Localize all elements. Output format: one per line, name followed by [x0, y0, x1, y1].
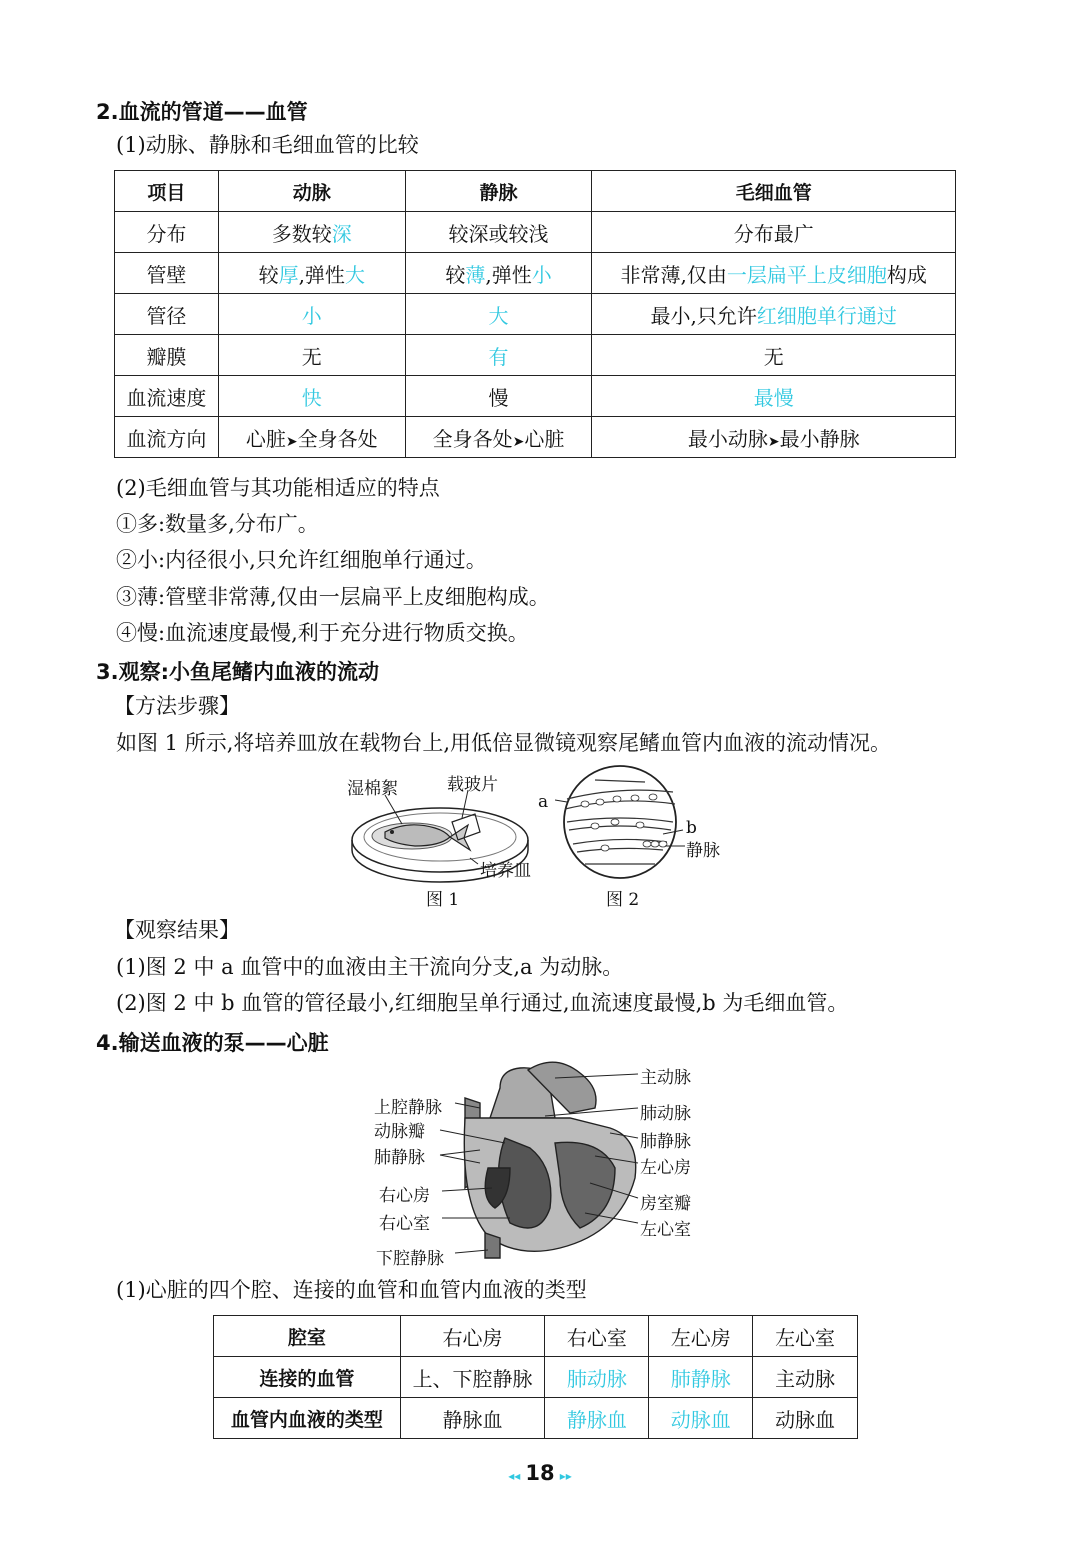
vein-cell [405, 335, 592, 376]
point-item: ②小:内径很小,只允许红细胞单行通过。 [116, 548, 487, 572]
cell-text: ,弹性 [485, 262, 532, 287]
cell-text: 大 [488, 303, 509, 328]
cell-text: 薄 [465, 262, 486, 287]
arrow-icon: ➤ [512, 433, 525, 450]
table-row [115, 253, 956, 294]
vessel-comparison-table [114, 170, 956, 458]
row-label: 瓣膜 [115, 335, 219, 376]
artery-cell [218, 376, 405, 417]
table-header-row [115, 171, 956, 212]
cell-text: 最小静脉 [779, 426, 860, 451]
cell-text: ,弹性 [298, 262, 345, 287]
cell-text: 多数较 [271, 221, 332, 246]
point-item: ④慢:血流速度最慢,利于充分进行物质交换。 [116, 621, 529, 645]
page-number: 18 [525, 1461, 555, 1485]
heart-label-left: 下腔静脉 [376, 1249, 444, 1269]
table-header: 左心房 [649, 1316, 753, 1357]
section3-title: 3.观察:小鱼尾鳍内血液的流动 [96, 660, 379, 684]
table-header: 左心室 [753, 1316, 858, 1357]
label-slide: 载玻片 [447, 775, 498, 795]
cell-text: 慢 [488, 385, 509, 410]
table-header: 动脉 [218, 171, 405, 212]
capillary-cell [592, 376, 956, 417]
cell-text: 较 [445, 262, 466, 287]
heart-label-left: 上腔静脉 [374, 1098, 442, 1118]
table-cell: 动脉血 [649, 1398, 753, 1439]
table-row [115, 294, 956, 335]
cell-text: 心脏 [524, 426, 565, 451]
table-cell: 主动脉 [753, 1357, 858, 1398]
table-row [115, 376, 956, 417]
cell-text: 较 [258, 262, 279, 287]
table-row [214, 1398, 858, 1439]
table-header: 右心室 [545, 1316, 649, 1357]
cell-text: 分布最广 [733, 221, 814, 246]
row-label: 管径 [115, 294, 219, 335]
cell-text: 有 [488, 344, 509, 369]
row-label: 血流方向 [115, 417, 219, 458]
chevron-right-icon: ▸▸ [559, 1469, 572, 1483]
table-header: 右心房 [400, 1316, 545, 1357]
figure2-diagram [555, 764, 685, 884]
table-cell: 静脉血 [545, 1398, 649, 1439]
cell-text: 厚 [278, 262, 299, 287]
result-item: (2)图 2 中 b 血管的管径最小,红细胞呈单行通过,血流速度最慢,b 为毛细血管。 [116, 991, 849, 1015]
section4-title: 4.输送血液的泵——心脏 [96, 1031, 329, 1055]
cell-text: 非常薄,仅由 [620, 262, 727, 287]
label-a: a [538, 792, 549, 812]
table-header: 腔室 [214, 1316, 401, 1357]
heart-label-right: 主动脉 [640, 1068, 691, 1088]
cell-text: 深 [331, 221, 352, 246]
cell-text: 小 [301, 303, 322, 328]
cell-text: 全身各处 [432, 426, 513, 451]
heart-label-left: 肺静脉 [374, 1148, 425, 1168]
row-label: 管壁 [115, 253, 219, 294]
point-item: ①多:数量多,分布广。 [116, 512, 319, 536]
vein-cell [405, 253, 592, 294]
method-text: 如图 1 所示,将培养皿放在载物台上,用低倍显微镜观察尾鳍血管内血液的流动情况。 [116, 731, 892, 755]
artery-cell [218, 417, 405, 458]
capillary-cell [592, 417, 956, 458]
cell-text: 大 [344, 262, 365, 287]
section2-title: 2.血流的管道——血管 [96, 100, 308, 124]
table-row [115, 212, 956, 253]
label-vein: 静脉 [686, 841, 720, 861]
vein-cell [405, 212, 592, 253]
cell-text: 快 [301, 385, 322, 410]
table-row [115, 335, 956, 376]
row-label: 分布 [115, 212, 219, 253]
label-petri-dish: 培养皿 [480, 861, 531, 881]
cell-text: 全身各处 [297, 426, 378, 451]
method-heading: 【方法步骤】 [114, 694, 240, 718]
figure1-caption: 图 1 [426, 890, 460, 910]
heart-label-right: 房室瓣 [640, 1194, 691, 1214]
artery-cell [218, 212, 405, 253]
table-header-row [214, 1316, 858, 1357]
heart-label-left: 右心房 [379, 1186, 430, 1206]
cell-text: 较深或较浅 [448, 221, 549, 246]
page-footer [480, 1461, 600, 1485]
vein-cell [405, 376, 592, 417]
heart-label-left: 右心室 [379, 1214, 430, 1234]
table-header: 毛细血管 [592, 171, 956, 212]
table-cell: 肺静脉 [649, 1357, 753, 1398]
capillary-cell [592, 294, 956, 335]
table-cell: 上、下腔静脉 [400, 1357, 545, 1398]
chevron-left-icon: ◂◂ [508, 1469, 521, 1483]
capillary-cell [592, 212, 956, 253]
table-row [115, 417, 956, 458]
table-cell: 肺动脉 [545, 1357, 649, 1398]
cell-text: 最小,只允许 [650, 303, 757, 328]
heart-label-right: 肺静脉 [640, 1132, 691, 1152]
section2-sub2: (2)毛细血管与其功能相适应的特点 [116, 476, 440, 500]
table-header: 静脉 [405, 171, 592, 212]
table-cell: 静脉血 [400, 1398, 545, 1439]
point-item: ③薄:管壁非常薄,仅由一层扁平上皮细胞构成。 [116, 585, 550, 609]
table-header: 项目 [115, 171, 219, 212]
row-label: 血管内血液的类型 [214, 1398, 401, 1439]
section2-sub1: (1)动脉、静脉和毛细血管的比较 [116, 133, 419, 157]
heart-label-right: 肺动脉 [640, 1104, 691, 1124]
capillary-cell [592, 253, 956, 294]
artery-cell [218, 253, 405, 294]
heart-label-right: 左心室 [640, 1220, 691, 1240]
vein-cell [405, 294, 592, 335]
capillary-cell [592, 335, 956, 376]
row-label: 血流速度 [115, 376, 219, 417]
cell-text: 最慢 [753, 385, 794, 410]
cell-text: 心脏 [245, 426, 286, 451]
label-b: b [686, 818, 697, 838]
cell-text: 一层扁平上皮细胞 [726, 262, 887, 287]
table-row [214, 1357, 858, 1398]
artery-cell [218, 294, 405, 335]
artery-cell [218, 335, 405, 376]
cell-text: 小 [531, 262, 552, 287]
heart-chamber-table [213, 1315, 858, 1439]
label-wet-cotton: 湿棉絮 [347, 779, 398, 799]
vein-cell [405, 417, 592, 458]
figure2-caption: 图 2 [606, 890, 640, 910]
heart-label-right: 左心房 [640, 1158, 691, 1178]
table-cell: 动脉血 [753, 1398, 858, 1439]
section4-sub1: (1)心脏的四个腔、连接的血管和血管内血液的类型 [116, 1278, 587, 1302]
cell-text: 无 [763, 344, 784, 369]
row-label: 连接的血管 [214, 1357, 401, 1398]
cell-text: 无 [301, 344, 322, 369]
cell-text: 最小动脉 [687, 426, 768, 451]
cell-text: 红细胞单行通过 [756, 303, 897, 328]
arrow-icon: ➤ [767, 433, 780, 450]
result-item: (1)图 2 中 a 血管中的血液由主干流向分支,a 为动脉。 [116, 955, 624, 979]
heart-label-left: 动脉瓣 [374, 1122, 425, 1142]
cell-text: 构成 [886, 262, 927, 287]
arrow-icon: ➤ [285, 433, 298, 450]
result-heading: 【观察结果】 [114, 918, 240, 942]
